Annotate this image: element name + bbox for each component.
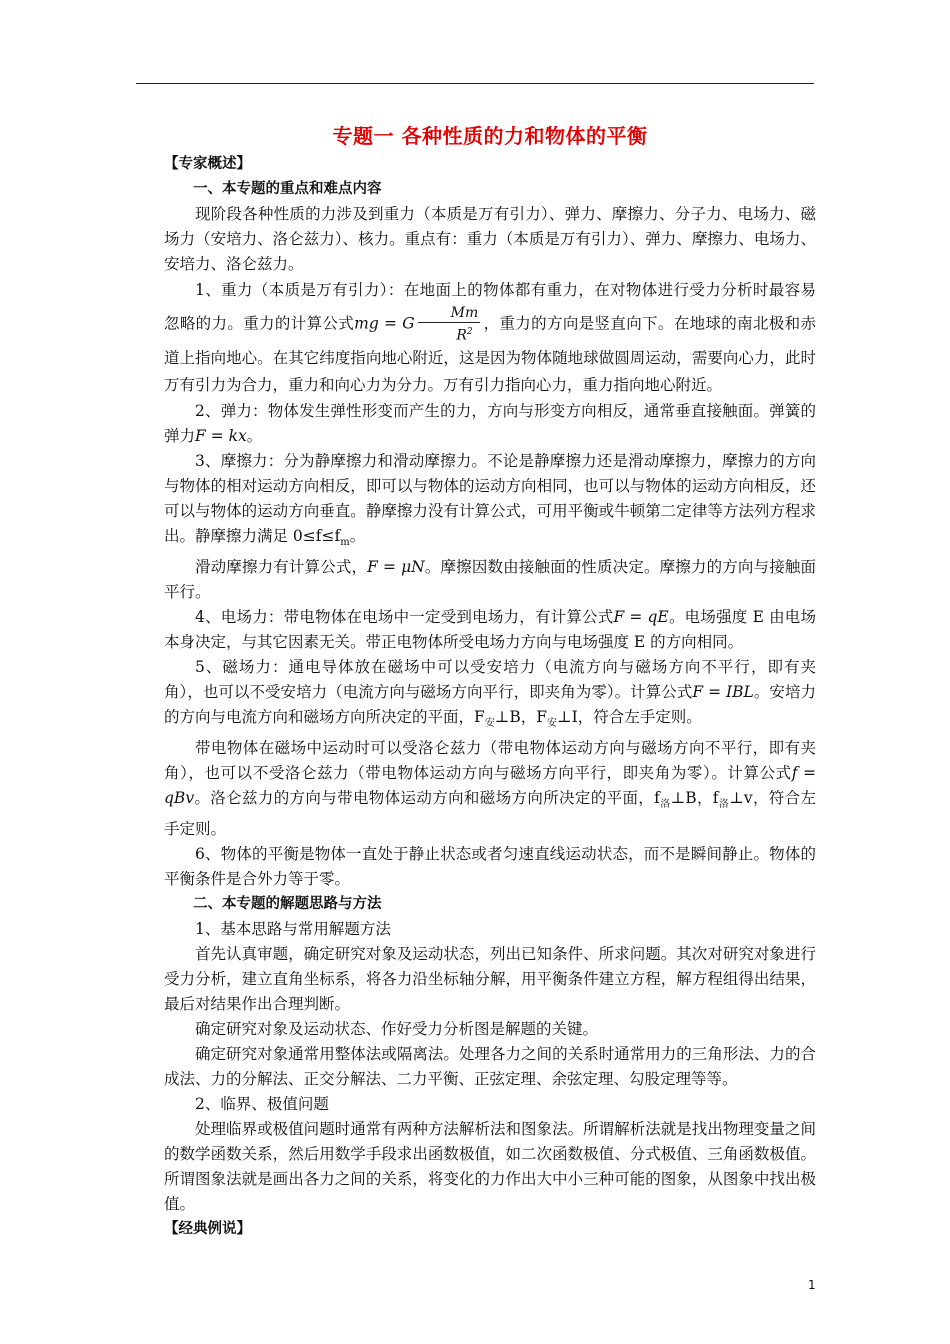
section-1-heading: 一、本专题的重点和难点内容 <box>193 181 382 197</box>
document-title: 专题一 各种性质的力和物体的平衡 <box>332 124 648 148</box>
subsection-2-heading: 2、临界、极值问题 <box>195 1094 329 1113</box>
elastic-force-paragraph: 2、弹力：物体发生弹性形变而产生的力，方向与形变方向相反，通常垂直接触面。弹簧的弹力F = kx。 <box>164 401 816 445</box>
gravity-formula-lhs: mg = G <box>354 314 415 333</box>
header-rule <box>136 83 814 84</box>
ampere-force-paragraph: 5、磁场力：通电导体放在磁场中可以受安培力（电流方向与磁场方向不平行，即有夹角），也可以不受安培力（电流方向与磁场方向平行，即夹角为零）。计算公式F = IBL。安培力的方向与电流方向和磁场方向所决定的平面，$F_安\perp B$，$F_安\perp I$，符合左手定则。 <box>164 657 816 729</box>
gravity-paragraph: 1、重力（本质是万有引力）：在地面上的物体都有重力，在对物体进行受力分析时最容易忽略的力。重力的计算公式mg = G $\frac{Mm}{R^2}$ ，重力的方向是竖直向下。在地球的南北极和赤道上指向地心。在其它纬度指向地心附近，这是因为物体随地球做圆周运动，需要向心力，此时万有引力为合力，重力和向心力为分力。万有引力指向心力，重力指向地心附近。 <box>164 281 816 394</box>
lorentz-formula: f = qBv <box>164 763 816 807</box>
method-paragraph-2: 确定研究对象及运动状态、作好受力分析图是解题的关键。 <box>195 1019 599 1038</box>
subsection-1-heading: 1、基本思路与常用解题方法 <box>195 919 391 938</box>
friction-paragraph: 3、摩擦力：分为静摩擦力和滑动摩擦力。不论是静摩擦力还是滑动摩擦力，摩擦力的方向与物体的相对运动方向相反，即可以与物体的运动方向相同，也可以与物体的运动方向相反，还可以与物体的运动方向垂直。静摩擦力没有计算公式，可用平衡或牛顿第二定律等方法列方程求出。静摩擦力满足 $0\le f\le f_m$。 <box>164 451 816 548</box>
document-body <box>164 114 816 1242</box>
lorentz-force-paragraph: 带电物体在磁场中运动时可以受洛仑兹力（带电物体运动方向与磁场方向不平行，即有夹角），也可以不受洛仑兹力（带电物体运动方向与磁场方向平行，即夹角为零）。计算公式f = qBv。洛仑兹力的方向与带电物体运动方向和磁场方向所决定的平面，$f_洛\perp B$，$f_洛\perp v$，符合左手定则。 <box>164 738 817 838</box>
extremum-paragraph: 处理临界或极值问题时通常有两种方法解析法和图象法。所谓解析法就是找出物理变量之间的数学函数关系，然后用数学手段求出函数极值，如二次函数极值、分式极值、三角函数极值。所谓图象法就是画出各力之间的关系，将变化的力作出大中小三种可能的图象，从图象中找出极值。 <box>164 1119 816 1213</box>
ampere-formula: F = IBL <box>692 682 754 701</box>
electric-formula: F = qE <box>613 607 669 626</box>
equilibrium-paragraph: 6、物体的平衡是物体一直处于静止状态或者匀速直线运动状态，而不是瞬间静止。物体的平衡条件是合外力等于零。 <box>164 844 816 888</box>
intro-paragraph: 现阶段各种性质的力涉及到重力（本质是万有引力）、弹力、摩擦力、分子力、电场力、磁场力（安培力、洛仑兹力）、核力。重点有：重力（本质是万有引力）、弹力、摩擦力、电场力、安培力、洛仑兹力。 <box>164 205 816 273</box>
classic-examples-heading: 【经典例说】 <box>164 1220 251 1237</box>
page-number: 1 <box>808 1278 816 1292</box>
method-paragraph-1: 首先认真审题，确定研究对象及运动状态，列出已知条件、所求问题。其次对研究对象进行受力分析，建立直角坐标系，将各力沿坐标轴分解，用平衡条件建立方程，解方程组得出结果，最后对结果作出合理判断。 <box>164 944 816 1013</box>
expert-overview-heading: 【专家概述】 <box>164 156 251 172</box>
friction-formula: F = μN <box>367 557 425 576</box>
sliding-friction-paragraph: 滑动摩擦力有计算公式，F = μN。摩擦因数由接触面的性质决定。摩擦力的方向与接触面平行。 <box>164 557 816 601</box>
method-paragraph-3: 确定研究对象通常用整体法或隔离法。处理各力之间的关系时通常用力的三角形法、力的合成法、力的分解法、正交分解法、二力平衡、正弦定理、余弦定理、勾股定理等等。 <box>164 1044 816 1088</box>
electric-force-paragraph: 4、电场力：带电物体在电场中一定受到电场力，有计算公式F = qE。电场强度 E 由电场本身决定，与其它因素无关。带正电物体所受电场力方向与电场强度 E 的方向相同。 <box>164 607 816 651</box>
section-2-heading: 二、本专题的解题思路与方法 <box>193 895 382 912</box>
spring-formula: F = kx <box>195 426 247 445</box>
gravity-formula-fraction: $\frac{Mm}{R^2}$ <box>418 304 481 345</box>
